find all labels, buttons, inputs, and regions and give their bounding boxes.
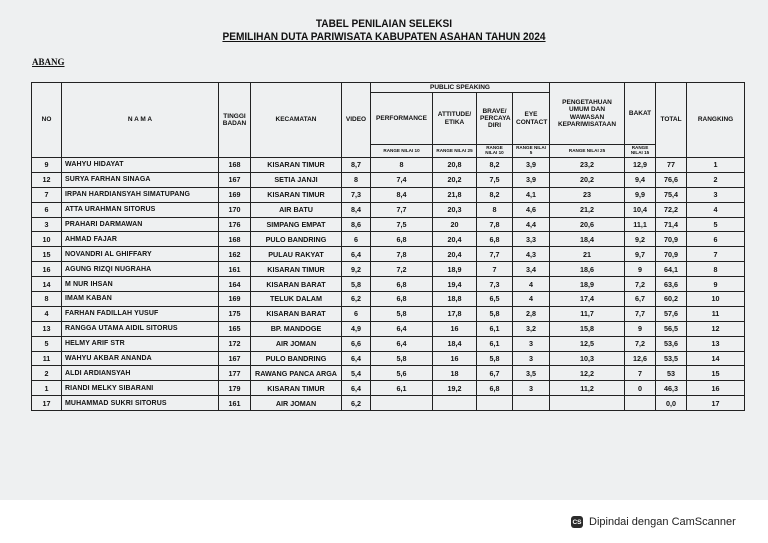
cell-kecamatan: KISARAN BARAT xyxy=(251,277,342,292)
cell-nama: MUHAMMAD SUKRI SITORUS xyxy=(62,396,219,411)
cell-video: 6,2 xyxy=(342,292,371,307)
range-eye-contact: RANGE NILAI 5 xyxy=(513,145,550,158)
cell-bakat: 7,7 xyxy=(625,306,656,321)
cell-no: 13 xyxy=(32,321,62,336)
cell-video: 6,4 xyxy=(342,381,371,396)
cell-tinggi: 176 xyxy=(219,217,251,232)
cell-rangking: 6 xyxy=(687,232,745,247)
cell-video: 7,3 xyxy=(342,187,371,202)
cell-attitude: 20,2 xyxy=(433,172,477,187)
cell-eye-contact xyxy=(513,396,550,411)
cell-kecamatan: KISARAN TIMUR xyxy=(251,187,342,202)
table-row xyxy=(32,262,745,277)
cell-pengetahuan: 11,7 xyxy=(550,306,625,321)
table-row xyxy=(32,381,745,396)
cell-nama: ATTA URAHMAN SITORUS xyxy=(62,202,219,217)
cell-nama: AHMAD FAJAR xyxy=(62,232,219,247)
cell-total: 75,4 xyxy=(656,187,687,202)
cell-performance: 7,7 xyxy=(371,202,433,217)
cell-performance: 8,4 xyxy=(371,187,433,202)
cell-total: 71,4 xyxy=(656,217,687,232)
cell-performance: 5,6 xyxy=(371,366,433,381)
cell-rangking: 2 xyxy=(687,172,745,187)
cell-tinggi: 161 xyxy=(219,396,251,411)
cell-kecamatan: KISARAN TIMUR xyxy=(251,262,342,277)
cell-eye-contact: 4,3 xyxy=(513,247,550,262)
score-table xyxy=(31,82,745,411)
table-row xyxy=(32,247,745,262)
cell-video: 6,2 xyxy=(342,396,371,411)
cell-rangking: 9 xyxy=(687,277,745,292)
table-row xyxy=(32,321,745,336)
cell-kecamatan: SIMPANG EMPAT xyxy=(251,217,342,232)
range-bakat: RANGE NILAI 15 xyxy=(625,145,656,158)
cell-no: 16 xyxy=(32,262,62,277)
cell-brave: 6,8 xyxy=(477,232,513,247)
cell-eye-contact: 3,3 xyxy=(513,232,550,247)
cell-no: 15 xyxy=(32,247,62,262)
cell-performance: 6,8 xyxy=(371,292,433,307)
cell-brave: 6,8 xyxy=(477,381,513,396)
cell-pengetahuan: 23,2 xyxy=(550,158,625,173)
cell-attitude: 20,3 xyxy=(433,202,477,217)
cell-rangking: 14 xyxy=(687,351,745,366)
table-row xyxy=(32,187,745,202)
cell-video: 8 xyxy=(342,172,371,187)
cell-rangking: 7 xyxy=(687,247,745,262)
range-performance: RANGE NILAI 10 xyxy=(371,145,433,158)
cell-bakat: 9,7 xyxy=(625,247,656,262)
cell-no: 11 xyxy=(32,351,62,366)
cell-kecamatan: SETIA JANJI xyxy=(251,172,342,187)
cell-attitude: 20,8 xyxy=(433,158,477,173)
cell-pengetahuan xyxy=(550,396,625,411)
cell-tinggi: 164 xyxy=(219,277,251,292)
cell-rangking: 10 xyxy=(687,292,745,307)
cell-pengetahuan: 18,9 xyxy=(550,277,625,292)
cell-total: 76,6 xyxy=(656,172,687,187)
cell-total: 60,2 xyxy=(656,292,687,307)
range-pengetahuan: RANGE NILAI 25 xyxy=(550,145,625,158)
cell-no: 8 xyxy=(32,292,62,307)
cell-nama: FARHAN FADILLAH YUSUF xyxy=(62,306,219,321)
cell-video: 4,9 xyxy=(342,321,371,336)
header-public-speaking: PUBLIC SPEAKING xyxy=(371,83,550,93)
cell-brave: 5,8 xyxy=(477,351,513,366)
cell-pengetahuan: 15,8 xyxy=(550,321,625,336)
cell-tinggi: 169 xyxy=(219,187,251,202)
cell-no: 12 xyxy=(32,172,62,187)
cell-bakat: 9,4 xyxy=(625,172,656,187)
cell-tinggi: 168 xyxy=(219,232,251,247)
cell-eye-contact: 3 xyxy=(513,381,550,396)
cell-kecamatan: AIR BATU xyxy=(251,202,342,217)
cell-kecamatan: RAWANG PANCA ARGA xyxy=(251,366,342,381)
cell-total: 70,9 xyxy=(656,247,687,262)
cell-brave xyxy=(477,396,513,411)
table-row xyxy=(32,292,745,307)
cell-no: 4 xyxy=(32,306,62,321)
cell-brave: 7 xyxy=(477,262,513,277)
header-attitude: ATTITUDE/ ETIKA xyxy=(433,93,477,145)
cell-eye-contact: 3,9 xyxy=(513,172,550,187)
cell-brave: 6,5 xyxy=(477,292,513,307)
range-attitude: RANGE NILAI 25 xyxy=(433,145,477,158)
cell-pengetahuan: 18,4 xyxy=(550,232,625,247)
cell-attitude: 20 xyxy=(433,217,477,232)
cell-eye-contact: 3 xyxy=(513,336,550,351)
cell-total: 53,6 xyxy=(656,336,687,351)
cell-video: 8,7 xyxy=(342,158,371,173)
cell-rangking: 4 xyxy=(687,202,745,217)
cell-nama: PRAHARI DARMAWAN xyxy=(62,217,219,232)
cell-tinggi: 167 xyxy=(219,351,251,366)
header-total: TOTAL xyxy=(656,83,687,158)
cell-bakat: 12,6 xyxy=(625,351,656,366)
cell-video: 5,8 xyxy=(342,277,371,292)
cell-video: 6 xyxy=(342,232,371,247)
cell-tinggi: 170 xyxy=(219,202,251,217)
table-row xyxy=(32,396,745,411)
document-subtitle: PEMILIHAN DUTA PARIWISATA KABUPATEN ASAHAN TAHUN 2024 xyxy=(222,31,546,43)
cell-attitude: 16 xyxy=(433,321,477,336)
cell-no: 1 xyxy=(32,381,62,396)
cell-rangking: 3 xyxy=(687,187,745,202)
cell-pengetahuan: 18,6 xyxy=(550,262,625,277)
cell-total: 70,9 xyxy=(656,232,687,247)
cell-performance: 6,8 xyxy=(371,232,433,247)
cell-rangking: 8 xyxy=(687,262,745,277)
cell-tinggi: 177 xyxy=(219,366,251,381)
cell-brave: 8,2 xyxy=(477,158,513,173)
cell-nama: IMAM KABAN xyxy=(62,292,219,307)
section-label: ABANG xyxy=(32,57,65,67)
cell-brave: 7,8 xyxy=(477,217,513,232)
cell-video: 6,4 xyxy=(342,351,371,366)
cell-no: 2 xyxy=(32,366,62,381)
cell-pengetahuan: 21,2 xyxy=(550,202,625,217)
cell-no: 14 xyxy=(32,277,62,292)
cell-pengetahuan: 20,2 xyxy=(550,172,625,187)
cell-eye-contact: 3,5 xyxy=(513,366,550,381)
cell-eye-contact: 4,6 xyxy=(513,202,550,217)
cell-attitude: 21,8 xyxy=(433,187,477,202)
cell-eye-contact: 3,2 xyxy=(513,321,550,336)
cell-total: 63,6 xyxy=(656,277,687,292)
cell-tinggi: 161 xyxy=(219,262,251,277)
cell-bakat: 6,7 xyxy=(625,292,656,307)
header-eye-contact: EYE CONTACT xyxy=(513,93,550,145)
cell-performance: 7,4 xyxy=(371,172,433,187)
cell-attitude: 19,4 xyxy=(433,277,477,292)
cell-performance: 6,1 xyxy=(371,381,433,396)
cell-eye-contact: 4 xyxy=(513,292,550,307)
cell-no: 17 xyxy=(32,396,62,411)
header-video: VIDEO xyxy=(342,83,371,158)
cell-pengetahuan: 12,5 xyxy=(550,336,625,351)
cell-attitude: 18,9 xyxy=(433,262,477,277)
cell-brave: 8,2 xyxy=(477,187,513,202)
cell-kecamatan: TELUK DALAM xyxy=(251,292,342,307)
header-tinggi-badan: TINGGI BADAN xyxy=(219,83,251,158)
cell-performance xyxy=(371,396,433,411)
cell-eye-contact: 3,4 xyxy=(513,262,550,277)
cell-performance: 6,4 xyxy=(371,321,433,336)
cell-rangking: 5 xyxy=(687,217,745,232)
cell-kecamatan: AIR JOMAN xyxy=(251,336,342,351)
table-row xyxy=(32,366,745,381)
cell-video: 9,2 xyxy=(342,262,371,277)
cell-nama: RIANDI MELKY SIBARANI xyxy=(62,381,219,396)
cell-nama: AGUNG RIZQI NUGRAHA xyxy=(62,262,219,277)
header-bakat: BAKAT xyxy=(625,83,656,145)
cell-kecamatan: PULO BANDRING xyxy=(251,232,342,247)
cell-total: 72,2 xyxy=(656,202,687,217)
cell-tinggi: 179 xyxy=(219,381,251,396)
cell-video: 8,4 xyxy=(342,202,371,217)
cell-performance: 6,8 xyxy=(371,277,433,292)
camscanner-icon: CS xyxy=(571,516,583,528)
cell-bakat xyxy=(625,396,656,411)
header-nama: N A M A xyxy=(62,83,219,158)
cell-rangking: 1 xyxy=(687,158,745,173)
cell-attitude: 16 xyxy=(433,351,477,366)
cell-tinggi: 165 xyxy=(219,321,251,336)
cell-brave: 7,7 xyxy=(477,247,513,262)
cell-attitude: 18,8 xyxy=(433,292,477,307)
cell-brave: 6,1 xyxy=(477,336,513,351)
header-performance: PERFORMANCE xyxy=(371,93,433,145)
table-row xyxy=(32,172,745,187)
cell-nama: HELMY ARIF STR xyxy=(62,336,219,351)
cell-nama: RANGGA UTAMA AIDIL SITORUS xyxy=(62,321,219,336)
table-row xyxy=(32,158,745,173)
cell-performance: 7,2 xyxy=(371,262,433,277)
cell-eye-contact: 2,8 xyxy=(513,306,550,321)
cell-eye-contact: 3,9 xyxy=(513,158,550,173)
cell-attitude: 18,4 xyxy=(433,336,477,351)
cell-tinggi: 172 xyxy=(219,336,251,351)
cell-tinggi: 175 xyxy=(219,306,251,321)
cell-video: 6,6 xyxy=(342,336,371,351)
cell-kecamatan: PULO BANDRING xyxy=(251,351,342,366)
cell-total: 53,5 xyxy=(656,351,687,366)
cell-nama: M NUR IHSAN xyxy=(62,277,219,292)
cell-attitude: 20,4 xyxy=(433,232,477,247)
cell-brave: 7,5 xyxy=(477,172,513,187)
cell-rangking: 12 xyxy=(687,321,745,336)
cell-tinggi: 167 xyxy=(219,172,251,187)
cell-rangking: 11 xyxy=(687,306,745,321)
cell-nama: WAHYU HIDAYAT xyxy=(62,158,219,173)
cell-video: 8,6 xyxy=(342,217,371,232)
cell-total: 57,6 xyxy=(656,306,687,321)
table-row xyxy=(32,217,745,232)
range-brave: RANGE NILAI 10 xyxy=(477,145,513,158)
cell-kecamatan: BP. MANDOGE xyxy=(251,321,342,336)
table-body xyxy=(32,158,745,411)
cell-total: 64,1 xyxy=(656,262,687,277)
cell-brave: 6,1 xyxy=(477,321,513,336)
cell-eye-contact: 4 xyxy=(513,277,550,292)
cell-no: 3 xyxy=(32,217,62,232)
table-row xyxy=(32,202,745,217)
cell-nama: IRPAN HARDIANSYAH SIMATUPANG xyxy=(62,187,219,202)
cell-bakat: 9 xyxy=(625,321,656,336)
cell-bakat: 9,2 xyxy=(625,232,656,247)
cell-attitude: 19,2 xyxy=(433,381,477,396)
cell-nama: ALDI ARDIANSYAH xyxy=(62,366,219,381)
header-kecamatan: KECAMATAN xyxy=(251,83,342,158)
cell-kecamatan: KISARAN TIMUR xyxy=(251,158,342,173)
cell-pengetahuan: 21 xyxy=(550,247,625,262)
document-title: TABEL PENILAIAN SELEKSI xyxy=(315,18,453,30)
cell-kecamatan: AIR JOMAN xyxy=(251,396,342,411)
cell-performance: 6,4 xyxy=(371,336,433,351)
header-brave: BRAVE/ PERCAYA DIRI xyxy=(477,93,513,145)
cell-bakat: 7,2 xyxy=(625,277,656,292)
cell-pengetahuan: 20,6 xyxy=(550,217,625,232)
cell-kecamatan: KISARAN TIMUR xyxy=(251,381,342,396)
cell-pengetahuan: 23 xyxy=(550,187,625,202)
cell-tinggi: 169 xyxy=(219,292,251,307)
cell-attitude: 17,8 xyxy=(433,306,477,321)
cell-video: 6 xyxy=(342,306,371,321)
table-row xyxy=(32,232,745,247)
cell-brave: 7,3 xyxy=(477,277,513,292)
cell-video: 5,4 xyxy=(342,366,371,381)
cell-nama: WAHYU AKBAR ANANDA xyxy=(62,351,219,366)
cell-attitude: 18 xyxy=(433,366,477,381)
camscanner-text: Dipindai dengan CamScanner xyxy=(589,516,736,528)
cell-kecamatan: PULAU RAKYAT xyxy=(251,247,342,262)
cell-nama: SURYA FARHAN SINAGA xyxy=(62,172,219,187)
cell-no: 7 xyxy=(32,187,62,202)
cell-eye-contact: 3 xyxy=(513,351,550,366)
cell-brave: 6,7 xyxy=(477,366,513,381)
cell-eye-contact: 4,4 xyxy=(513,217,550,232)
cell-total: 77 xyxy=(656,158,687,173)
cell-attitude xyxy=(433,396,477,411)
cell-pengetahuan: 17,4 xyxy=(550,292,625,307)
cell-attitude: 20,4 xyxy=(433,247,477,262)
cell-bakat: 9 xyxy=(625,262,656,277)
header-pengetahuan: PENGETAHUAN UMUM DAN WAWASAN KEPARIWISATAAN xyxy=(550,83,625,145)
cell-brave: 5,8 xyxy=(477,306,513,321)
cell-performance: 7,8 xyxy=(371,247,433,262)
cell-no: 6 xyxy=(32,202,62,217)
header-rangking: RANGKING xyxy=(687,83,745,158)
table-row xyxy=(32,306,745,321)
cell-total: 0,0 xyxy=(656,396,687,411)
camscanner-watermark xyxy=(571,514,736,530)
cell-total: 53 xyxy=(656,366,687,381)
table-row xyxy=(32,277,745,292)
cell-performance: 8 xyxy=(371,158,433,173)
cell-brave: 8 xyxy=(477,202,513,217)
cell-pengetahuan: 12,2 xyxy=(550,366,625,381)
cell-performance: 5,8 xyxy=(371,351,433,366)
cell-tinggi: 168 xyxy=(219,158,251,173)
cell-bakat: 9,9 xyxy=(625,187,656,202)
table-row xyxy=(32,351,745,366)
cell-tinggi: 162 xyxy=(219,247,251,262)
cell-kecamatan: KISARAN BARAT xyxy=(251,306,342,321)
cell-pengetahuan: 11,2 xyxy=(550,381,625,396)
cell-bakat: 12,9 xyxy=(625,158,656,173)
cell-performance: 7,5 xyxy=(371,217,433,232)
cell-performance: 5,8 xyxy=(371,306,433,321)
cell-pengetahuan: 10,3 xyxy=(550,351,625,366)
cell-rangking: 17 xyxy=(687,396,745,411)
cell-bakat: 11,1 xyxy=(625,217,656,232)
cell-no: 5 xyxy=(32,336,62,351)
table-row xyxy=(32,336,745,351)
cell-bakat: 7 xyxy=(625,366,656,381)
cell-total: 46,3 xyxy=(656,381,687,396)
cell-bakat: 10,4 xyxy=(625,202,656,217)
cell-no: 9 xyxy=(32,158,62,173)
cell-eye-contact: 4,1 xyxy=(513,187,550,202)
cell-rangking: 16 xyxy=(687,381,745,396)
cell-bakat: 0 xyxy=(625,381,656,396)
cell-video: 6,4 xyxy=(342,247,371,262)
cell-nama: NOVANDRI AL GHIFFARY xyxy=(62,247,219,262)
cell-rangking: 15 xyxy=(687,366,745,381)
cell-rangking: 13 xyxy=(687,336,745,351)
cell-bakat: 7,2 xyxy=(625,336,656,351)
header-no: NO xyxy=(32,83,62,158)
cell-no: 10 xyxy=(32,232,62,247)
cell-total: 56,5 xyxy=(656,321,687,336)
